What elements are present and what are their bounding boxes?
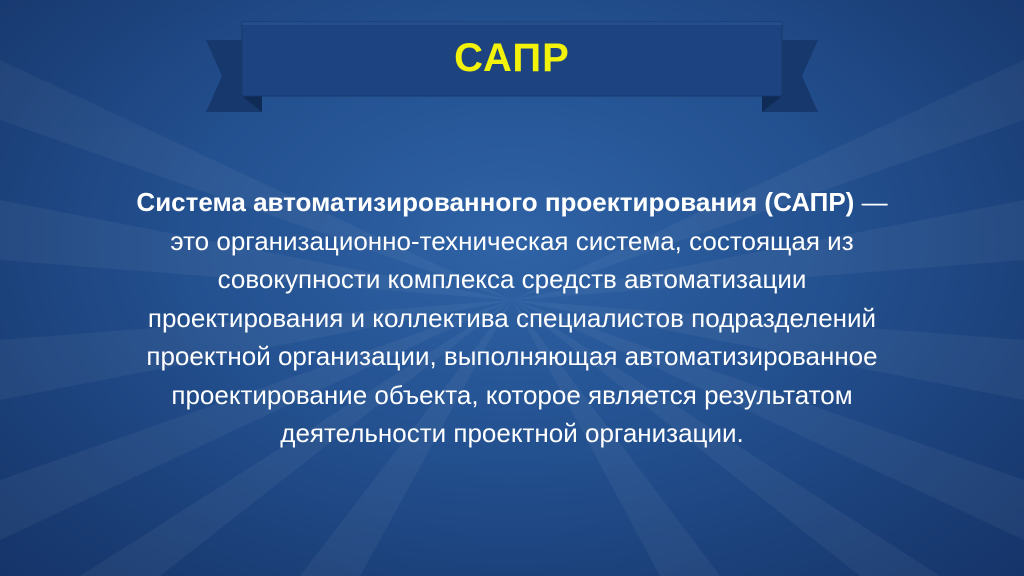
definition-line: это организационно-техническая система, состоящая из <box>170 225 854 256</box>
slide-title: САПР <box>454 36 570 80</box>
definition-line: проектной организации, выполняющая автоматизированное <box>146 341 878 371</box>
definition-term: Система автоматизированного проектирования (САПР) <box>136 187 855 217</box>
definition-line: проектирования и коллектива специалистов подразделений <box>147 302 877 333</box>
definition-line: деятельности проектной организации. <box>280 418 744 448</box>
definition-dash: — <box>854 187 888 217</box>
definition-line: проектирование объекта, которое является результатом <box>171 379 853 410</box>
definition-paragraph <box>40 183 984 453</box>
definition-line: совокупности комплекса средств автоматизации <box>217 264 807 294</box>
